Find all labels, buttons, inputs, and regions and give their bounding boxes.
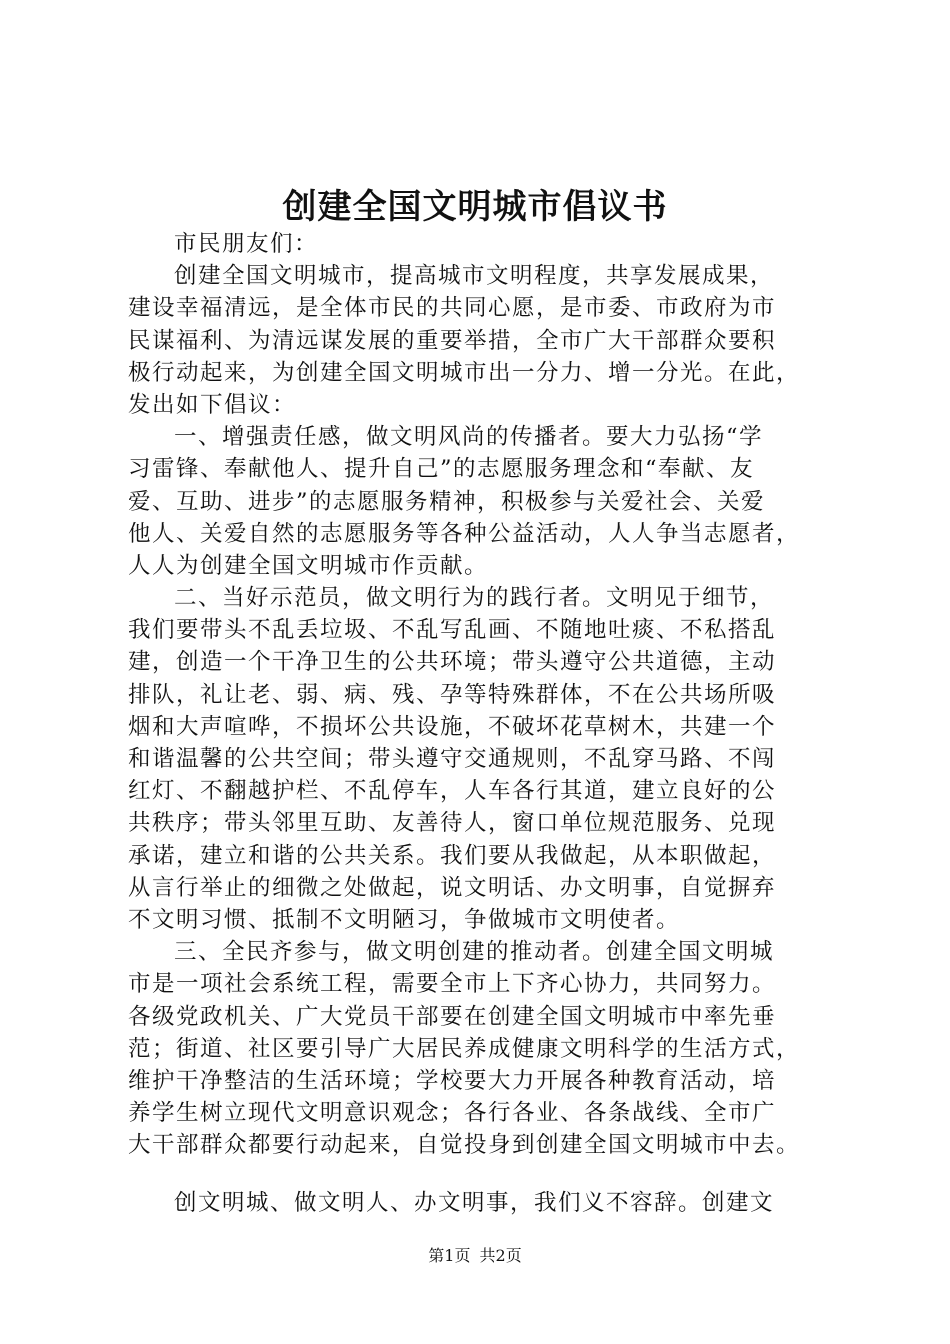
body-line: 创建全国文明城市，提高城市文明程度，共享发展成果， (174, 263, 775, 290)
body-line: 习雷锋、奉献他人、提升自己”的志愿服务理念和“奉献、友 (128, 456, 755, 483)
body-line: 承诺，建立和谐的公共关系。我们要从我做起，从本职做起， (128, 842, 777, 869)
body-line: 爱、互助、进步”的志愿服务精神，积极参与关爱社会、关爱 (128, 488, 766, 515)
paragraph-gap (128, 1161, 832, 1187)
body-line: 从言行举止的细微之处做起，说文明话、办文明事，自觉摒弃 (128, 874, 777, 901)
body-line: 和谐温馨的公共空间；带头遵守交通规则，不乱穿马路、不闯 (128, 746, 777, 772)
body-line: 红灯、不翻越护栏、不乱停车，人车各行其道，建立良好的公 (128, 778, 777, 805)
body-line: 养学生树立现代文明意识观念；各行各业、各条战线、全市广 (128, 1100, 777, 1127)
body-line: 建设幸福清远，是全体市民的共同心愿，是市委、市政府为市 (128, 295, 777, 322)
body-line: 我们要带头不乱丢垃圾、不乱写乱画、不随地吐痰、不私搭乱 (128, 617, 777, 644)
body-line: 排队，礼让老、弱、病、残、孕等特殊群体，不在公共场所吸 (128, 681, 777, 708)
body-line: 一、增强责任感，做文明风尚的传播者。要大力弘扬“学 (174, 424, 764, 451)
body-line: 三、全民齐参与，做文明创建的推动者。创建全国文明城 (174, 939, 775, 966)
body-line: 大干部群众都要行动起来，自觉投身到创建全国文明城市中去。 (128, 1132, 801, 1159)
body-line: 创文明城、做文明人、办文明事，我们义不容辞。创建文 (174, 1190, 775, 1217)
document-title: 创建全国文明城市倡议书 (282, 187, 668, 227)
document-body (128, 228, 832, 1220)
body-line: 各级党政机关、广大党员干部要在创建全国文明城市中率先垂 (128, 1003, 777, 1030)
body-line: 二、当好示范员，做文明行为的践行者。文明见于细节， (174, 585, 775, 612)
body-line: 极行动起来，为创建全国文明城市出一分力、增一分光。在此， (128, 359, 801, 386)
body-line: 市是一项社会系统工程，需要全市上下齐心协力，共同努力。 (128, 971, 777, 998)
body-line: 他人、关爱自然的志愿服务等各种公益活动，人人争当志愿者， (128, 520, 801, 547)
body-line: 共秩序；带头邻里互助、友善待人，窗口单位规范服务、兑现 (128, 810, 777, 837)
page-total: 共2页 (479, 1246, 522, 1265)
body-line: 建，创造一个干净卫生的公共环境；带头遵守公共道德，主动 (128, 649, 777, 676)
body-line: 范；街道、社区要引导广大居民养成健康文明科学的生活方式， (128, 1035, 801, 1062)
body-line: 发出如下倡议： (128, 391, 297, 418)
body-line: 市民朋友们： (174, 231, 319, 257)
body-line: 烟和大声喧哗，不损坏公共设施，不破坏花草树木，共建一个 (128, 713, 777, 740)
page-number: 第1页 (428, 1246, 471, 1265)
body-line: 不文明习惯、抵制不文明陋习，争做城市文明使者。 (128, 906, 681, 933)
page-footer (0, 1245, 950, 1267)
body-line: 维护干净整洁的生活环境；学校要大力开展各种教育活动，培 (128, 1067, 777, 1094)
body-line: 民谋福利、为清远谋发展的重要举措，全市广大干部群众要积 (128, 327, 777, 354)
body-line: 人人为创建全国文明城市作贡献。 (128, 552, 489, 579)
